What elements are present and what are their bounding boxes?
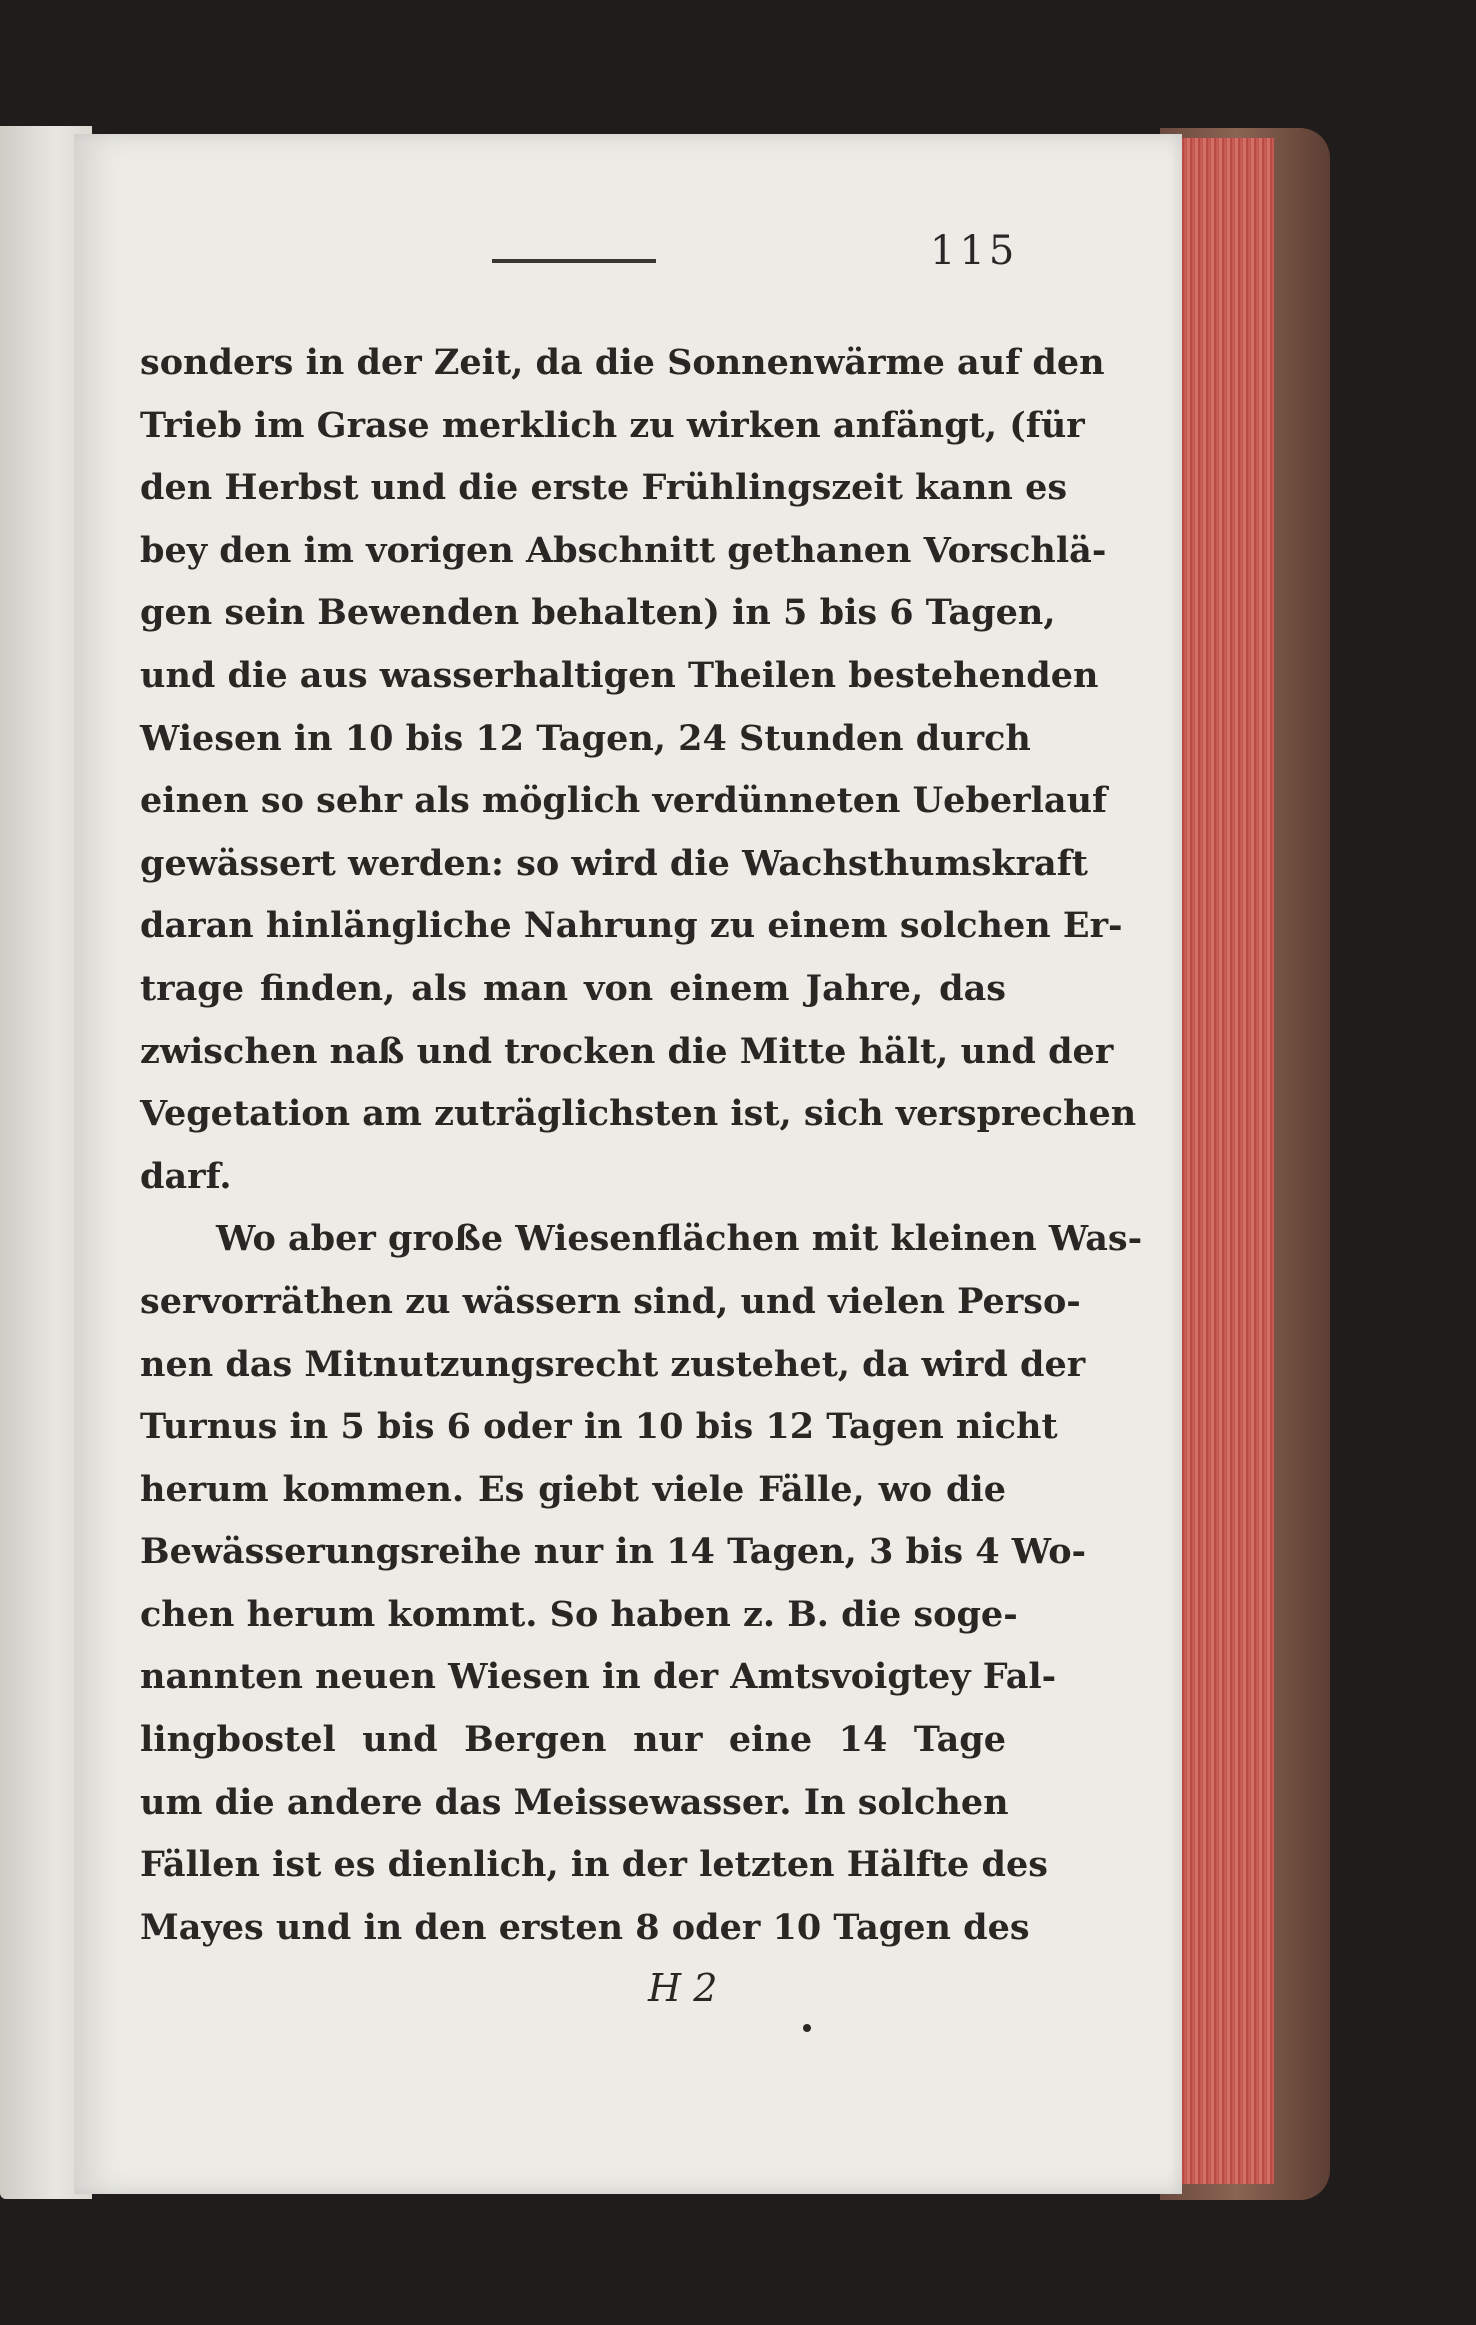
red-page-edges bbox=[1176, 138, 1274, 2184]
header-rule bbox=[492, 259, 656, 263]
text-line: servorräthen zu wässern sind, und vielen Perso- bbox=[140, 1280, 1081, 1322]
text-line: nen das Mitnutzungsrecht zustehet, da wird der bbox=[140, 1343, 1086, 1385]
text-line: Wiesen in 10 bis 12 Tagen, 24 Stunden durch bbox=[140, 717, 1031, 759]
text-line: nannten neuen Wiesen in der Amtsvoigtey Fal- bbox=[140, 1656, 1057, 1698]
text-line: um die andere das Meissewasser. In solchen bbox=[140, 1781, 1009, 1823]
text-line: chen herum kommt. So haben z. B. die soge- bbox=[140, 1593, 1018, 1635]
text-line: Wo aber große Wiesenflächen mit kleinen Was- bbox=[216, 1218, 1143, 1260]
text-line: Vegetation am zuträglichsten ist, sich versprechen bbox=[140, 1093, 1137, 1135]
text-line: herum kommen. Es giebt viele Fälle, wo die bbox=[140, 1468, 1006, 1510]
text-line: Turnus in 5 bis 6 oder in 10 bis 12 Tagen nicht bbox=[140, 1406, 1058, 1448]
text-line: gen sein Bewenden behalten) in 5 bis 6 Tagen, bbox=[140, 592, 1056, 634]
text-line: und die aus wasserhaltigen Theilen bestehenden bbox=[140, 654, 1099, 696]
text-line: zwischen naß und trocken die Mitte hält, und der bbox=[140, 1030, 1114, 1072]
paragraph-1 bbox=[140, 332, 1137, 1208]
text-line: bey den im vorigen Abschnitt gethanen Vorschlä- bbox=[140, 529, 1107, 571]
body-text bbox=[140, 332, 1143, 1959]
text-line: darf. bbox=[140, 1155, 232, 1197]
text-line: Bewässerungsreihe nur in 14 Tagen, 3 bis 4 Wo- bbox=[140, 1531, 1087, 1573]
text-line: Fällen ist es dienlich, in der letzten Hälfte des bbox=[140, 1844, 1048, 1886]
text-line: trage finden, als man von einem Jahre, das bbox=[140, 967, 1006, 1009]
text-line: sonders in der Zeit, da die Sonnenwärme auf den bbox=[140, 342, 1105, 383]
text-line: den Herbst und die erste Frühlingszeit kann es bbox=[140, 467, 1068, 509]
paragraph-2 bbox=[140, 1208, 1143, 1959]
page-number: 115 bbox=[930, 228, 1019, 274]
text-line: lingbostel und Bergen nur eine 14 Tage bbox=[140, 1719, 1006, 1761]
text-line: gewässert werden: so wird die Wachsthumskraft bbox=[140, 842, 1088, 884]
signature-mark: H 2 bbox=[648, 1966, 718, 2010]
text-line: daran hinlängliche Nahrung zu einem solchen Er- bbox=[140, 905, 1123, 947]
ink-dot bbox=[803, 2024, 811, 2032]
text-line: Mayes und in den ersten 8 oder 10 Tagen des bbox=[140, 1906, 1030, 1948]
text-line: Trieb im Grase merklich zu wirken anfängt, (für bbox=[140, 404, 1085, 446]
text-line: einen so sehr als möglich verdünneten Ueberlauf bbox=[140, 780, 1108, 822]
